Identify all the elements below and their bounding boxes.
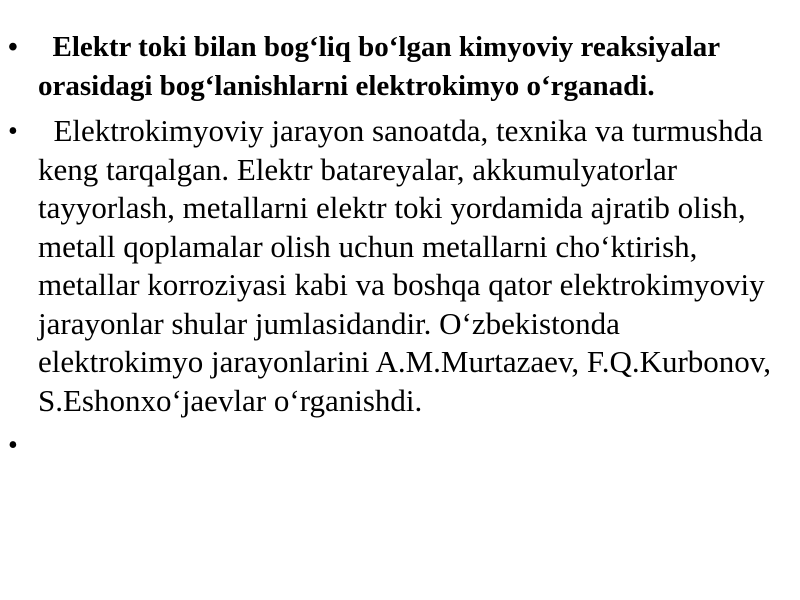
- bullet-item-empty: [8, 426, 792, 466]
- bullet-dot-icon: •: [8, 32, 18, 63]
- bullet-text-intro: Elektr toki bilan bog‘liq bo‘lgan kimyoviy reaksiyalar orasidagi bog‘lanishlarni elektrokimyo o‘rganadi.: [38, 31, 727, 102]
- bullet-list: [8, 28, 792, 472]
- bullet-dot-icon: •: [8, 430, 18, 461]
- bullet-item-intro: [8, 28, 792, 106]
- bullet-dot-icon: •: [8, 116, 18, 147]
- bullet-item-description: [8, 112, 792, 420]
- bullet-text-description: Elektrokimyoviy jarayon sanoatda, texnika va turmushda keng tarqalgan. Elektr batareyalar, akkumulyatorlar tayyorlash, metallarni elektr toki yordamida ajratib olish, metall qoplamalar olish uchun metallarni cho‘ktirish, metallar korroziyasi kabi va boshqa qator elektrokimyoviy jarayonlar shular jumlasidandir. O‘zbekistonda elektrokimyo jarayonlarini A.M.Murtazaev, F.Q.Kurbonov, S.Eshonxo‘jaevlar o‘rganishdi.: [38, 113, 779, 418]
